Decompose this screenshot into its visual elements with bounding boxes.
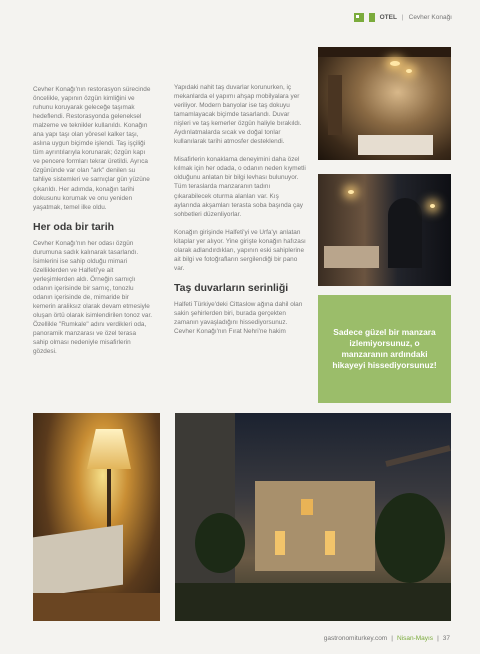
page-header [354, 13, 452, 22]
section-subtitle: Cevher Konağı [408, 14, 452, 21]
paragraph: Cevher Konağı'nın restorasyon sürecinde öncelikle, yapının özgün kimliğini ve ruhunu koruyarak geleceğe taşımak hedeflendi. Restorasyonda geleneksel malzeme ve teknikler kullanıldı. Konağın ana yapı taşı olan yöresel kalker taşı, aslına uygun biçimde işlendi. Taş işçiliği tüm ayrıntılarıyla korunarak; özgün kapı ve pencere formları tekrar üretildi. Ayrıca özgününde var olan "ark" denilen su tahliye sistemleri ve sarnıçlar gün yüzüne çıkarıldı. Her adımda, konağın tarihi dokusunu korumak ve onu yeniden yaşatmak, temel ilke oldu. [33, 86, 151, 211]
paragraph: Cevher Konağı'nın her odası özgün durumuna sadık kalınarak tasarlandı. İsimlerini ise sahip olduğu mimari özelliklerden ve Halfeti'ye ait yerleşimlerden aldı. Örneğin sarnıçlı odanın içerisinde bir sarnıç, tonozlu odanın içerisinde de, mimaride bir kemerin araliksız olarak devam etmesiyle oluşan örtü olarak isimlendirilen tonoz var. Özellikle "Rumkale" adını verdikleri oda, panoramik manzarası ve özel terasa sahip olması nedeniyle misafirlerin gözdesi. [33, 239, 152, 356]
hotel-bedroom-bathroom-photo [318, 174, 451, 286]
section-heading: Taş duvarların serinliği [174, 281, 289, 294]
paragraph: Halfeti Türkiye'deki Cittaslow ağına dahil olan sakin şehirlerden biri, burada gerçekten zamanın yavaşladığını hissediyorsunuz. Cevher Konağı'nın Fırat Nehri'ne hakim [174, 300, 303, 336]
pull-quote-box [318, 295, 451, 403]
pull-quote-text: Sadece güzel bir manzara izlemiyorsunuz, o manzaranın ardındaki hikayeyi hissediyorsunuz! [332, 327, 437, 370]
hotel-room-photo [318, 47, 451, 160]
section-heading: Her oda bir tarih [33, 220, 115, 233]
magazine-section-icon [354, 13, 364, 22]
footer-website: gastronomiturkey.com [323, 635, 388, 642]
text-column-middle [174, 83, 306, 345]
footer-separator: | [391, 635, 393, 642]
paragraph: Yapıdaki nahit taş duvarlar korunurken, iç mekanlarda el yapımı ahşap mobilyalara yer veriliyor. Modern banyolar ise taş dokuyu tamamlayacak biçimde tasarlandı. Duvar nişleri ve taş kemerler özgün haliyle bırakıldı. Aydınlatmalarda sıcak ve doğal tonlar kullanılarak tarihi atmosfer desteklendi. [174, 84, 302, 146]
text-column-left [33, 85, 153, 365]
footer-separator: | [437, 635, 439, 642]
lamp-and-info-sign-photo [33, 413, 160, 621]
footer-issue: Nisan-Mayıs [396, 635, 434, 642]
paragraph: Misafirlerin konaklama deneyimini daha özel kılmak için her odada, o odanın neden kıymetli olduğunu anlatan bir bilgi levhası bulunuyor. Tüm teraslarda manzaranın tadını çıkarabilecek oturma alanları var. Kış aylarında akşamları terasta soba başında çay sohbetleri düzenliyorlar. [174, 156, 306, 218]
hotel-courtyard-night-photo [175, 413, 451, 621]
section-title: OTEL [379, 14, 397, 21]
page-number: 37 [442, 635, 450, 642]
page-footer [324, 635, 450, 642]
paragraph: Konağın girişinde Halfeti'yi ve Urfa'yı anlatan kitaplar yer alıyor. Yine girişte konağın hafızası olarak adlandırdıkları, yapının eski sahiplerine ait bilgi ve fotoğrafların sergilendiği bir pano var. [174, 228, 306, 272]
section-marker-icon [369, 13, 375, 22]
header-separator: | [401, 14, 404, 21]
